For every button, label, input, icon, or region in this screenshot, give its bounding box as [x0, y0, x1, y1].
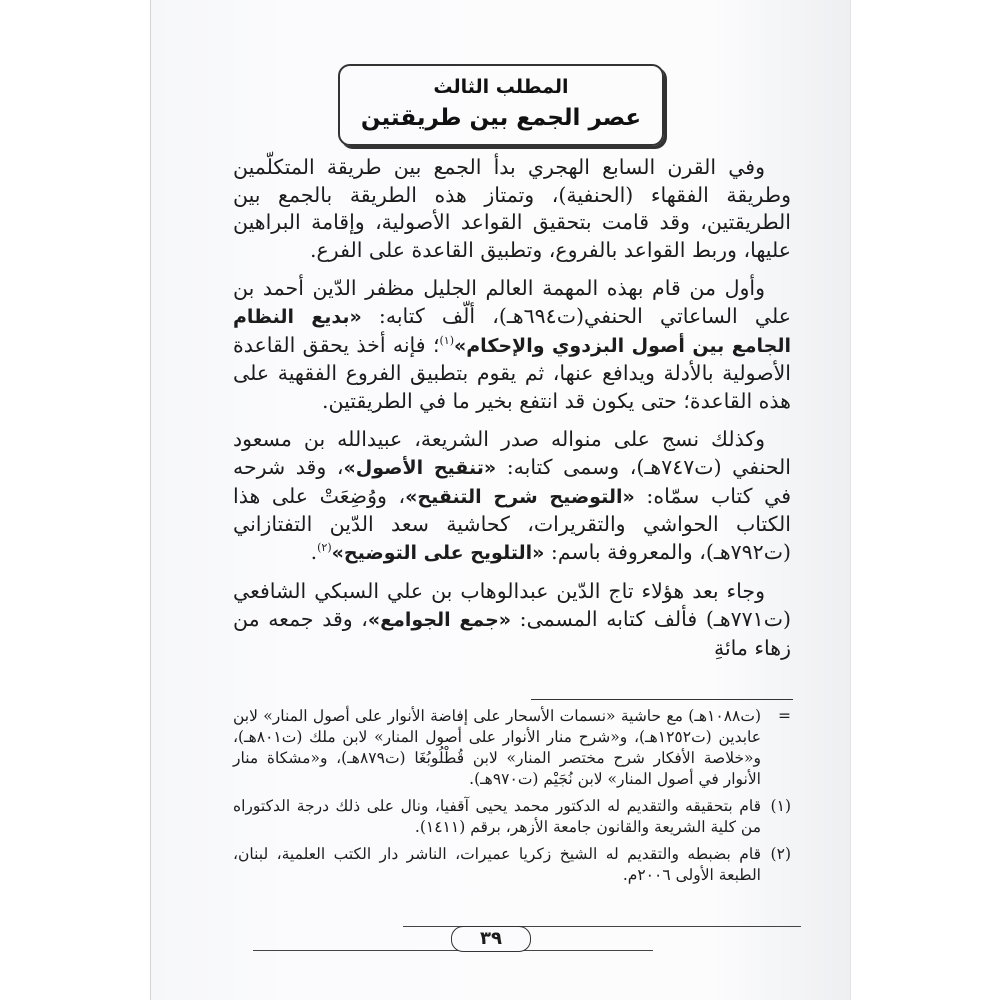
footnote-text: (ت١٠٨٨هـ) مع حاشية «نسمات الأسحار على إفاضة الأنوار على أصول المنار» لابن عابدين (ت١٢٥٢هـ)، و«شرح منار الأنوار على أصول المنار» لابن ملك (ت٨٠١هـ)، و«خلاصة الأفكار شرح مختصر المنار» لابن قُطْلُوبُغَا (ت٨٧٩هـ)، و«مشكاة منار الأنوار في أصول المنار» لابن نُجَيْم (ت٩٧٠هـ). — [233, 707, 761, 788]
text-run: وجاء بعد هؤلاء تاج الدّين عبدالوهاب بن علي السبكي الشافعي (ت٧٧١هـ) فألف كتابه المسمى: — [233, 579, 791, 631]
body-text — [233, 154, 791, 673]
section-subtitle: المطلب الثالث — [433, 76, 569, 98]
text-run: ، وقد جمعه من زهاء مائةِ — [233, 606, 791, 660]
footnote-text: قام بتحقيقه والتقديم له الدكتور محمد يحيى آقفيا، ونال على ذلك درجة الدكتوراه من كلية الشريعة والقانون جامعة الأزهر، برقم (١٤١١). — [233, 797, 761, 836]
text-run: وفي القرن السابع الهجري بدأ الجمع بين طريقة المتكلّمين وطريقة الفقهاء (الحنفية)، وتمتاز هذه الطريقة بالجمع بين الطريقتين، وقد قامت بتحقيق القواعد الأصولية، وإقامة البراهين عليها، وربط القواعد بالفروع، وتطبيق القاعدة على الفرع. — [233, 155, 791, 262]
page-number-rule-bottom — [253, 950, 653, 951]
book-title: «التوضيح شرح التنقيح» — [405, 485, 635, 508]
text-run: . — [310, 539, 318, 564]
page-number: ٣٩ — [451, 926, 531, 952]
paragraph — [233, 275, 791, 415]
footnotes — [233, 706, 791, 892]
footnote-text: قام بضبطه والتقديم له الشيخ زكريا عميرات، الناشر دار الكتب العلمية، لبنان، الطبعة الأولى ٢٠٠٦م. — [233, 845, 761, 884]
book-title: «بديع النظام الجامع بين أصول البزدوي والإحكام» — [233, 305, 791, 357]
footnote-2 — [233, 844, 791, 886]
footnote-1 — [233, 796, 791, 838]
text-run: ؛ فإنه أخذ يحقق القاعدة الأصولية بالأدلة ويدافع عنها، ثم يقوم بتطبيق الفروع الفقهية على هذه القاعدة؛ حتى يكون قد انتفع بخير ما في الطريقتين. — [233, 332, 791, 413]
section-title: عصر الجمع بين طريقتين — [360, 105, 642, 131]
footnote-ref: (٢) — [317, 540, 332, 554]
book-title: «التلويح على التوضيح» — [331, 541, 545, 564]
footnote-continued — [233, 706, 791, 790]
footnote-mark: = — [778, 707, 791, 725]
footnote-ref: (١) — [439, 333, 454, 347]
text-run: ، ووُضِعَتْ على هذا الكتاب الحواشي والتقريرات، كحاشية سعد الدّين التفتازاني (ت٧٩٢هـ)، والمعروفة باسم: — [233, 483, 791, 564]
book-title: «جمع الجوامع» — [367, 608, 512, 631]
book-title: «تنقيح الأصول» — [343, 456, 497, 479]
footnote-mark: (١) — [770, 797, 791, 815]
paragraph — [233, 154, 791, 264]
footnote-divider — [531, 699, 793, 700]
text-run: ، وقد شرحه في كتاب سمّاه: — [233, 454, 791, 508]
paragraph — [233, 578, 791, 662]
text-run: وكذلك نسج على منواله صدر الشريعة، عبيدالله بن مسعود الحنفي (ت٧٤٧هـ)، وسمى كتابه: — [233, 427, 791, 479]
section-header-box — [338, 64, 664, 146]
footnote-mark: (٢) — [770, 845, 791, 863]
text-run: وأول من قام بهذه المهمة العالم الجليل مظفر الدّين أحمد بن علي الساعاتي الحنفي(ت٦٩٤هـ)، ألّف كتابه: — [233, 276, 792, 328]
paragraph — [233, 426, 791, 567]
book-page — [150, 0, 851, 1000]
